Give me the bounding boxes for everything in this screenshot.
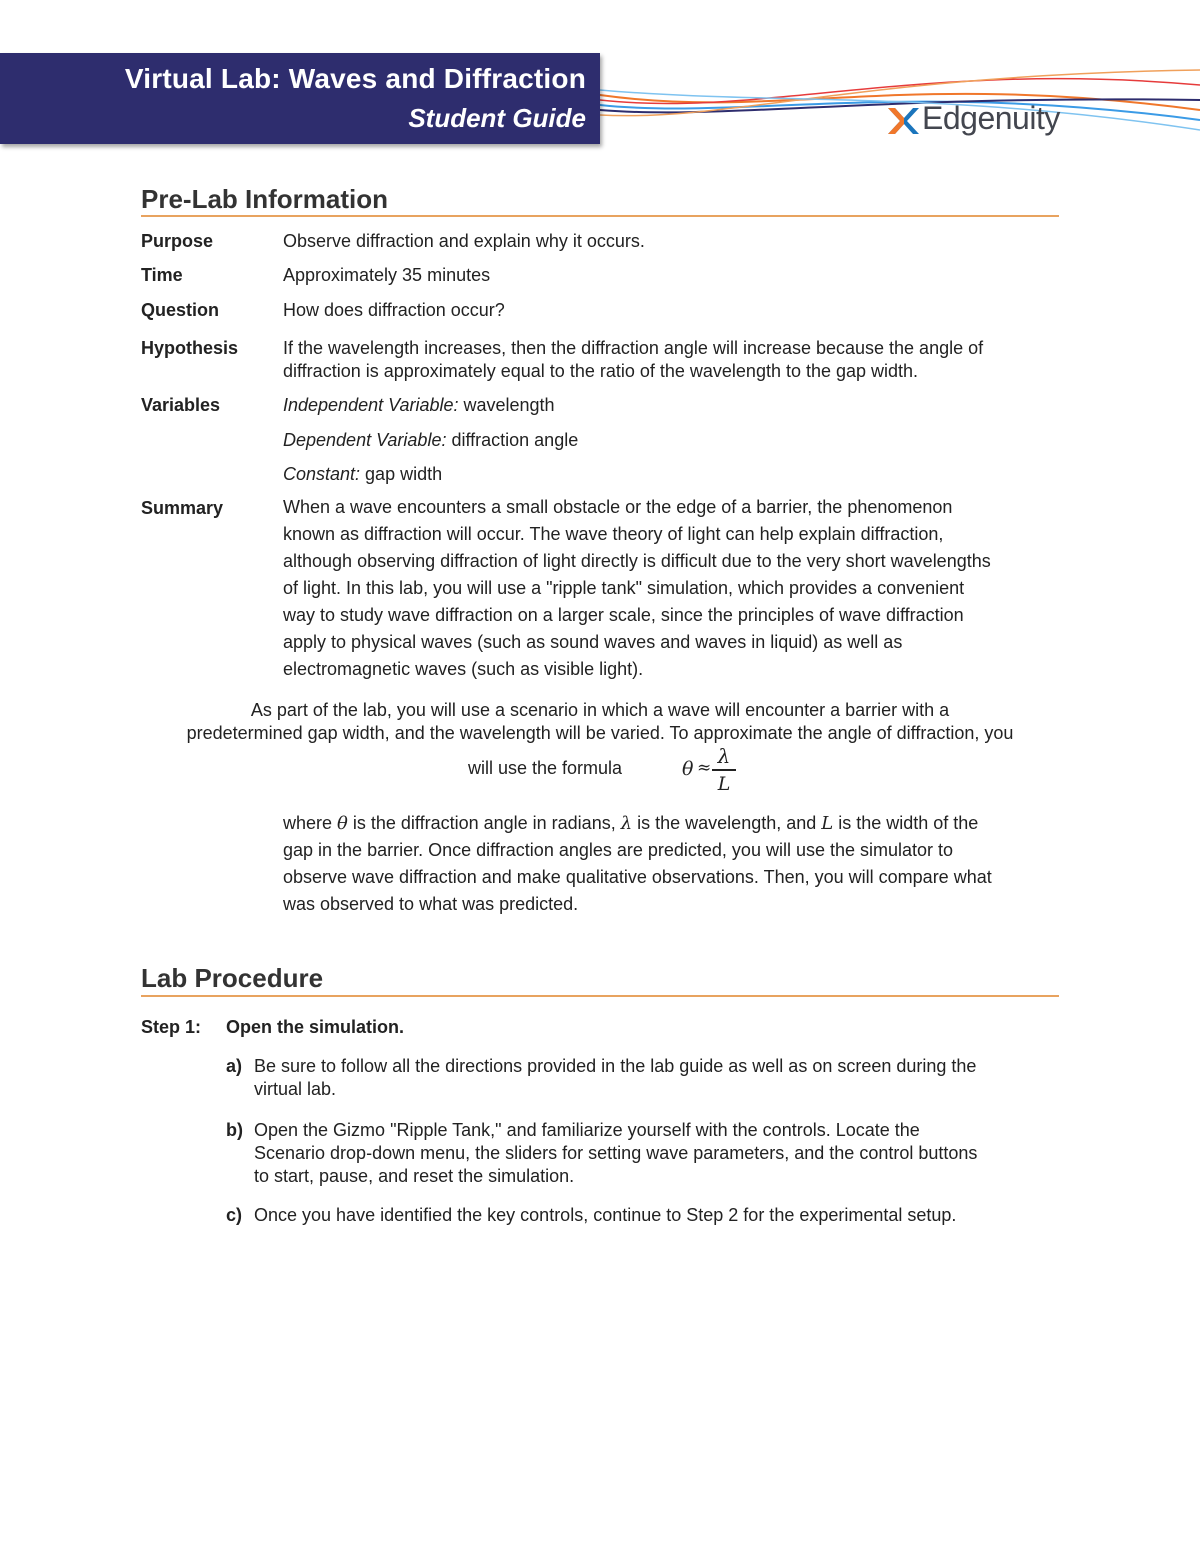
where-text: is the width of the — [833, 813, 979, 833]
summary-line: although observing diffraction of light directly is difficult due to the very short wavelengths — [283, 551, 991, 571]
summary-label: Summary — [141, 498, 224, 518]
edgenuity-logo — [886, 100, 1066, 144]
formula-intro: will use the formula — [468, 758, 623, 778]
where-line: gap in the barrier. Once diffraction angles are predicted, you will use the simulator to — [283, 840, 954, 860]
hypothesis-label: Hypothesis — [141, 338, 239, 358]
time-label: Time — [141, 265, 183, 285]
dependent-variable — [283, 429, 1063, 452]
item-line: Once you have identified the key controls, continue to Step 2 for the experimental setup. — [254, 1205, 957, 1225]
hypothesis-value — [283, 337, 1063, 383]
scenario-line: As part of the lab, you will use a scenario in which a wave will encounter a barrier with a — [250, 700, 950, 720]
dependent-variable-value: diffraction angle — [446, 430, 579, 450]
question-label: Question — [141, 300, 220, 320]
formula-approx: ≈ — [697, 758, 712, 778]
where-theta: θ — [337, 813, 348, 834]
summary-line: known as diffraction will occur. The wave theory of light can help explain diffraction, — [283, 524, 944, 544]
summary-line: of light. In this lab, you will use a "ripple tank" simulation, which provides a convenient — [283, 578, 965, 598]
step1-item-a-letter: a) — [226, 1056, 243, 1076]
step1-item-c — [254, 1204, 1054, 1227]
where-line: was observed to what was predicted. — [283, 894, 579, 914]
where-text: is the wavelength, and — [632, 813, 822, 833]
dependent-variable-label: Dependent Variable: — [283, 430, 447, 450]
formula-fraction — [712, 744, 736, 796]
where-lambda: λ — [620, 813, 633, 834]
diffraction-formula — [682, 744, 742, 796]
purpose-label: Purpose — [141, 231, 214, 251]
step1-item-a — [254, 1055, 1054, 1101]
hypothesis-line: If the wavelength increases, then the diffraction angle will increase because the angle of — [283, 338, 984, 358]
summary-line: apply to physical waves (such as sound waves and waves in liquid) as well as — [283, 632, 903, 652]
summary-line: way to study wave diffraction on a larger scale, since the principles of wave diffraction — [283, 605, 964, 625]
summary-line: electromagnetic waves (such as visible light). — [283, 659, 644, 679]
item-line: Open the Gizmo "Ripple Tank," and familiarize yourself with the controls. Locate the — [254, 1120, 920, 1140]
step1-title: Open the simulation. — [226, 1017, 405, 1037]
summary-value — [283, 494, 1063, 683]
where-text: where — [283, 813, 338, 833]
independent-variable-label: Independent Variable: — [283, 395, 459, 415]
formula-denominator: L — [717, 772, 731, 795]
summary-line: When a wave encounters a small obstacle or the edge of a barrier, the phenomenon — [283, 497, 953, 517]
procedure-heading: Lab Procedure — [141, 963, 324, 993]
question-value: How does diffraction occur? — [283, 300, 505, 320]
independent-variable — [283, 394, 1063, 417]
item-line: virtual lab. — [254, 1079, 337, 1099]
scenario-line: predetermined gap width, and the wavelength will be varied. To approximate the angle of diffraction, you — [186, 723, 1014, 743]
independent-variable-value: wavelength — [458, 395, 555, 415]
fraction-bar — [712, 769, 736, 771]
brand-name: Edgenuity — [922, 100, 1060, 136]
formula-theta: θ — [682, 758, 694, 780]
item-line: Be sure to follow all the directions provided in the lab guide as well as on screen during the — [254, 1056, 977, 1076]
time-value: Approximately 35 minutes — [283, 265, 491, 285]
item-line: Scenario drop-down menu, the sliders for setting wave parameters, and the control buttons — [254, 1143, 978, 1163]
step1-item-c-letter: c) — [226, 1205, 243, 1225]
where-line: observe wave diffraction and make qualitative observations. Then, you will compare what — [283, 867, 992, 887]
purpose-value: Observe diffraction and explain why it occurs. — [283, 231, 645, 251]
document-subtitle: Student Guide — [408, 103, 586, 133]
prelab-rule — [141, 215, 1059, 217]
document-title: Virtual Lab: Waves and Diffraction — [124, 63, 586, 94]
scenario-paragraph — [141, 699, 1059, 745]
step1-item-b — [254, 1119, 1054, 1188]
where-line — [283, 810, 1063, 837]
procedure-rule — [141, 995, 1059, 997]
step1-label: Step 1: — [141, 1017, 202, 1037]
title-banner — [0, 53, 600, 144]
constant-variable-value: gap width — [360, 464, 443, 484]
hypothesis-line: diffraction is approximately equal to the ratio of the wavelength to the gap width. — [283, 361, 919, 381]
brand-x-icon — [886, 104, 920, 138]
item-line: to start, pause, and reset the simulation. — [254, 1166, 575, 1186]
where-paragraph — [283, 810, 1063, 918]
constant-variable-label: Constant: — [283, 464, 361, 484]
where-L: L — [821, 813, 834, 834]
where-text: is the diffraction angle in radians, — [347, 813, 621, 833]
prelab-heading: Pre-Lab Information — [141, 184, 389, 214]
formula-numerator: λ — [717, 744, 731, 768]
step1-item-b-letter: b) — [226, 1120, 243, 1140]
variables-label: Variables — [141, 395, 221, 415]
constant-variable — [283, 463, 1063, 486]
